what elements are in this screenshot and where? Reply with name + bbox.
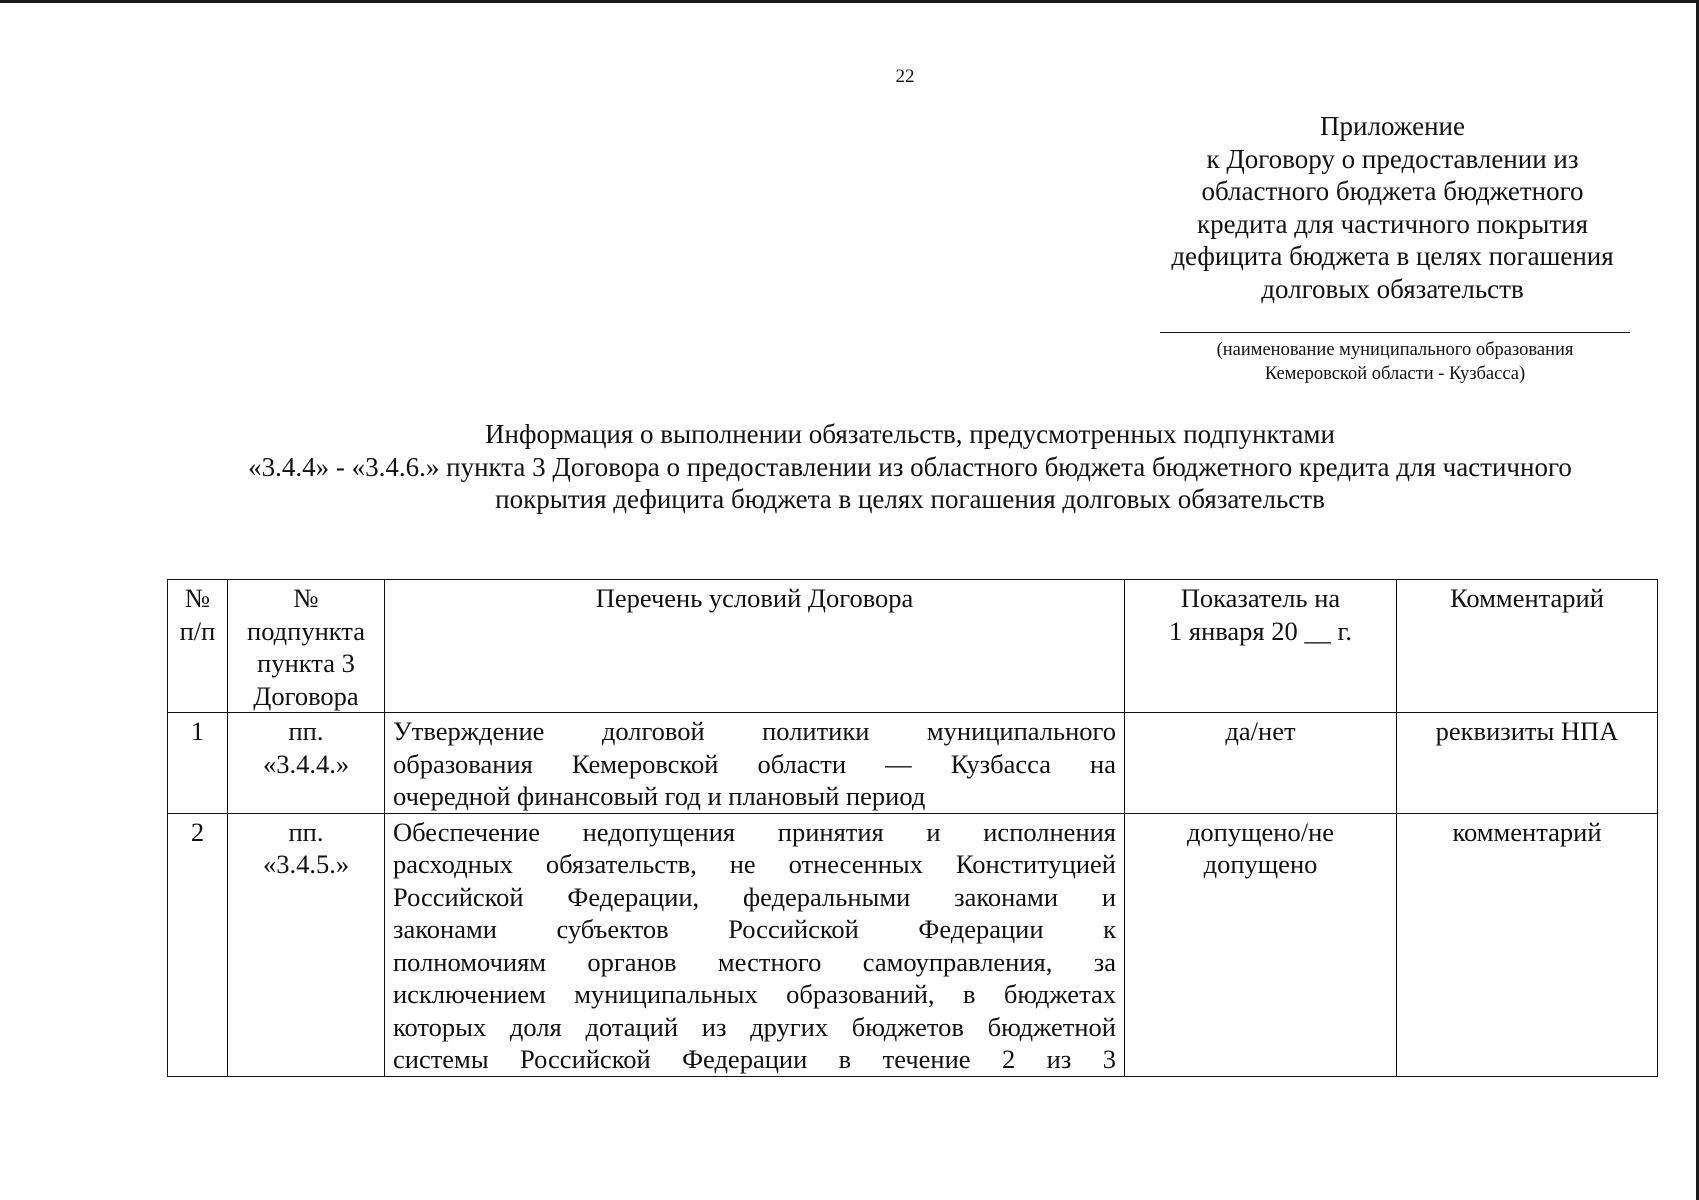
- header-num: [168, 580, 228, 713]
- cell-line: исключением муниципальных образований, в бюджетах: [393, 979, 1116, 1009]
- appendix-line: кредита для частичного покрытия: [1196, 208, 1589, 239]
- cell-line: системы Российской Федерации в течение 2 из 3: [393, 1044, 1116, 1074]
- cell-conditions: [385, 813, 1125, 1076]
- cell-comment: [1397, 813, 1658, 1076]
- document-title: [180, 418, 1640, 516]
- cell-indicator: [1125, 713, 1397, 814]
- cell-subclause: [228, 813, 385, 1076]
- header-text: Договора: [253, 680, 359, 711]
- header-text: 1 января 20 __ г.: [1169, 615, 1352, 646]
- title-line: «3.4.4» - «3.4.6.» пункта 3 Договора о предоставлении из областного бюджета бюджетного кредита для частичного: [248, 451, 1572, 482]
- cell-line: Утверждение долговой политики муниципального: [393, 716, 1116, 746]
- appendix-line: Приложение: [1320, 111, 1465, 141]
- header-text: №: [184, 583, 211, 613]
- cell-subclause: [228, 713, 385, 814]
- obligations-table: [167, 579, 1658, 1077]
- appendix-line: к Договору о предоставлении из: [1206, 143, 1579, 174]
- signature-blank-line: [1160, 332, 1630, 333]
- signature-caption: [1160, 338, 1630, 386]
- cell-line: образования Кемеровской области — Кузбасса на: [393, 748, 1116, 779]
- header-text: №: [293, 583, 319, 613]
- appendix-line: долговых обязательств: [1261, 273, 1524, 304]
- appendix-line: областного бюджета бюджетного: [1201, 176, 1584, 206]
- cell-line: очередной финансовый год и плановый период: [393, 781, 926, 811]
- cell-line: комментарий: [1452, 816, 1602, 847]
- cell-conditions: [385, 713, 1125, 814]
- page-top-edge: [0, 0, 1699, 3]
- cell-num: 2: [168, 813, 228, 1076]
- cell-num: 1: [168, 713, 228, 814]
- signature-caption-line: (наименование муниципального образования: [1216, 340, 1574, 360]
- table-container: [167, 579, 1657, 1077]
- cell-line: Обеспечение недопущения принятия и исполнения: [393, 816, 1116, 847]
- cell-line: «3.4.4.»: [262, 748, 350, 779]
- table-row: [168, 713, 1658, 814]
- header-subclause: [228, 580, 385, 713]
- appendix-heading: [1150, 110, 1635, 305]
- cell-line: расходных обязательств, не отнесенных Конституцией: [393, 849, 1116, 879]
- cell-line: допущено/не: [1186, 816, 1335, 847]
- cell-line: пп.: [288, 816, 324, 847]
- header-text: Перечень условий Договора: [595, 583, 914, 613]
- header-indicator: [1125, 580, 1397, 713]
- cell-line: пп.: [288, 716, 324, 746]
- header-text: Показатель на: [1180, 583, 1341, 613]
- cell-line: да/нет: [1225, 716, 1296, 746]
- header-comment: [1397, 580, 1658, 713]
- cell-line: которых доля дотаций из других бюджетов бюджетной: [393, 1011, 1116, 1042]
- cell-line: Российской Федерации, федеральными законами и: [393, 881, 1116, 912]
- cell-line: допущено: [1203, 849, 1318, 879]
- appendix-line: дефицита бюджета в целях погашения: [1171, 241, 1614, 271]
- header-text: пункта 3: [257, 648, 355, 678]
- cell-line: реквизиты НПА: [1435, 716, 1619, 746]
- header-text: подпункта: [247, 615, 365, 646]
- header-text: п/п: [179, 615, 216, 646]
- cell-comment: [1397, 713, 1658, 814]
- title-line: покрытия дефицита бюджета в целях погашения долговых обязательств: [495, 484, 1325, 514]
- header-text: Комментарий: [1450, 583, 1604, 613]
- cell-line: полномочиям органов местного самоуправления, за: [393, 946, 1116, 977]
- cell-indicator: [1125, 813, 1397, 1076]
- cell-line: законами субъектов Российской Федерации к: [393, 914, 1116, 944]
- header-conditions: [385, 580, 1125, 713]
- signature-caption-line: Кемеровской области - Кузбасса): [1264, 364, 1526, 384]
- table-row: [168, 813, 1658, 1076]
- title-line: Информация о выполнении обязательств, предусмотренных подпунктами: [485, 419, 1335, 449]
- cell-line: «3.4.5.»: [262, 849, 350, 879]
- page-number: 22: [895, 66, 915, 87]
- table-header-row: [168, 580, 1658, 713]
